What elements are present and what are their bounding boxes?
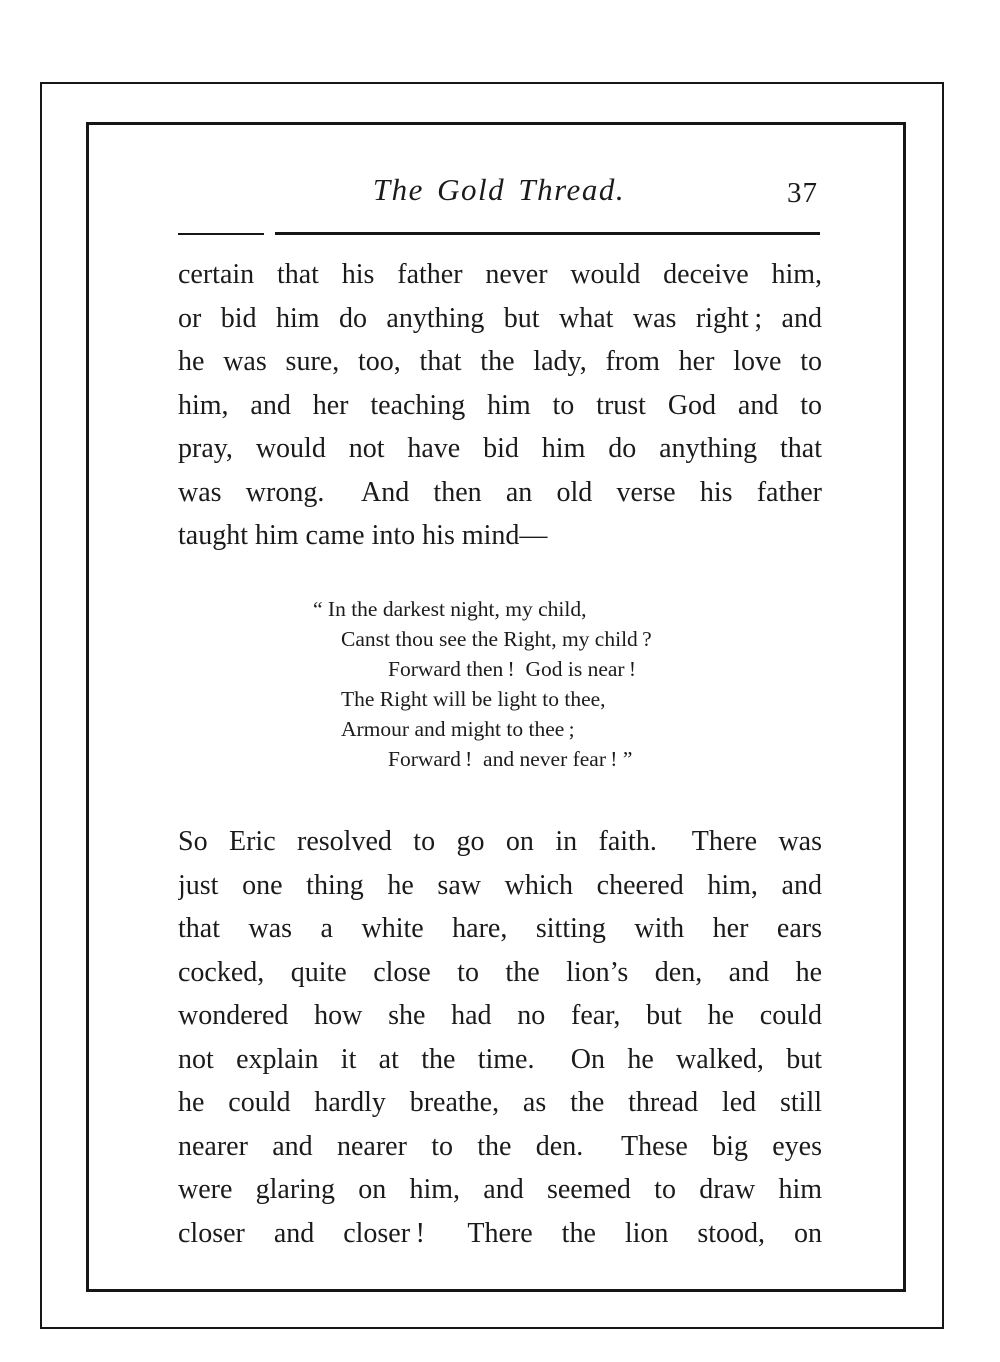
header-rule-segment	[178, 233, 264, 235]
body-line: he was sure, too, that the lady, from her love to	[178, 346, 822, 377]
body-line: cocked, quite close to the lion’s den, and he	[178, 956, 822, 988]
body-line: he could hardly breathe, as the thread led still	[178, 1087, 822, 1118]
body-line: wondered how she had no fear, but he could	[178, 1000, 822, 1031]
page-header	[178, 172, 820, 224]
body-line: nearer and nearer to the den. These big eyes	[178, 1130, 822, 1162]
body-line: not explain it at the time. On he walked, but	[178, 1043, 822, 1075]
body-line: that was a white hare, sitting with her ears	[178, 913, 822, 944]
verse-line: Forward then ! God is near !	[388, 657, 637, 681]
body-line: or bid him do anything but what was right ; and	[178, 302, 822, 334]
body-line: So Eric resolved to go on in faith. There was	[178, 826, 822, 857]
header-rule-segment	[275, 232, 820, 235]
paragraph-1	[178, 253, 822, 558]
body-line: just one thing he saw which cheered him, and	[178, 869, 822, 901]
paragraph-2	[178, 820, 822, 1255]
header-rule	[178, 232, 820, 235]
verse-line: “ In the darkest night, my child,	[313, 597, 587, 621]
body-line: him, and her teaching him to trust God and to	[178, 389, 822, 421]
verse-line: Canst thou see the Right, my child ?	[341, 627, 652, 651]
body-line: taught him came into his mind—	[178, 520, 548, 551]
body-line: was wrong. And then an old verse his father	[178, 476, 822, 508]
body-line: certain that his father never would deceive him,	[178, 259, 822, 290]
page-number: 37	[787, 177, 818, 209]
running-title: The Gold Thread.	[372, 172, 626, 207]
verse-line: The Right will be light to thee,	[341, 687, 606, 711]
verse-line: Forward ! and never fear ! ”	[388, 747, 633, 771]
verse-line: Armour and might to thee ;	[341, 717, 575, 741]
body-line: closer and closer ! There the lion stood, on	[178, 1217, 822, 1249]
body-line: were glaring on him, and seemed to draw him	[178, 1174, 822, 1205]
verse-block	[178, 594, 820, 774]
body-line: pray, would not have bid him do anything that	[178, 433, 822, 464]
